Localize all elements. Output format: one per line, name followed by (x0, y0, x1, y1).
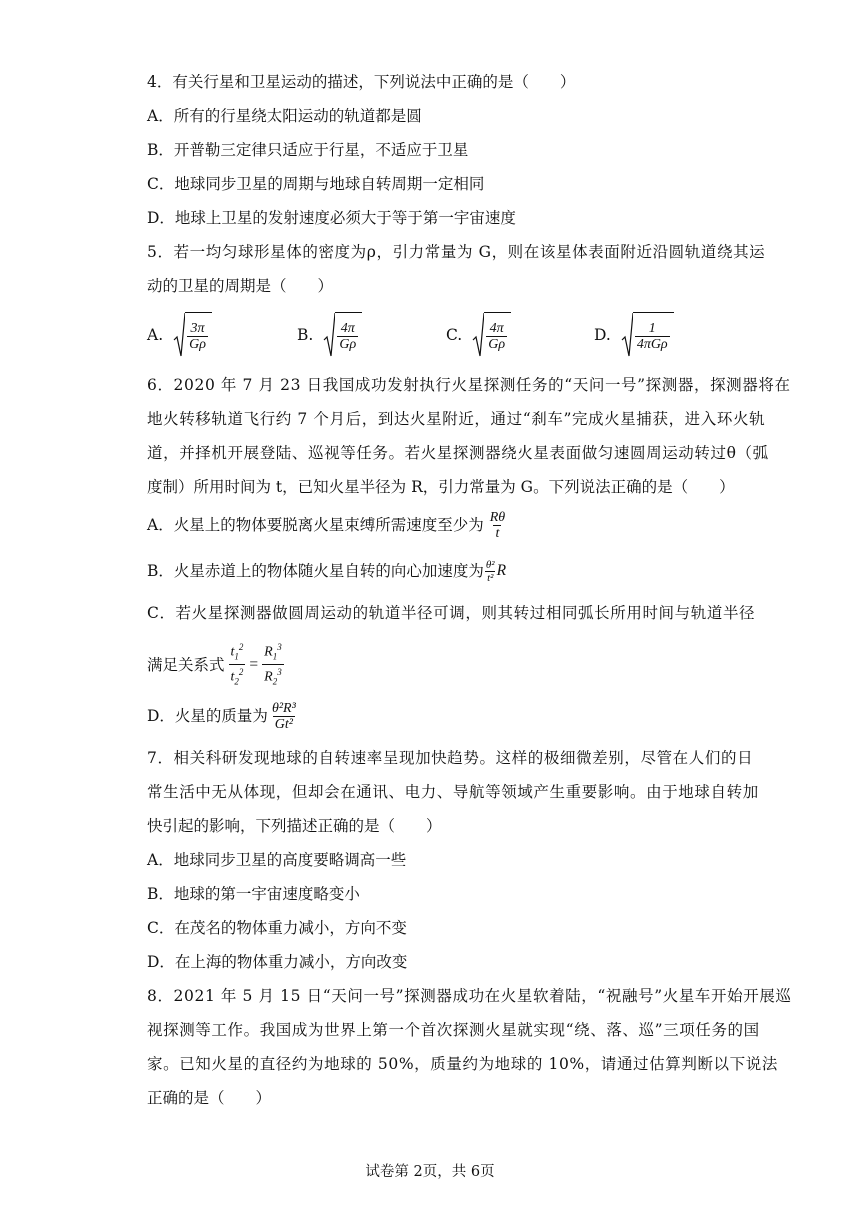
q4-option-c: C．地球同步卫星的周期与地球自转周期一定相同 (147, 175, 485, 193)
fraction-numerator: Rθ (489, 509, 506, 525)
fraction-denominator: $t_2^2$ (229, 664, 246, 689)
radical-sign-icon (323, 312, 335, 358)
q8-stem-line-2: 视探测等工作。我国成为世界上第一个首次探测火星就实现“绕、落、巡”三项任务的国 (147, 1021, 760, 1039)
fraction-numerator: 1 (648, 320, 656, 336)
sqrt-expression (472, 312, 511, 358)
option-label: C. (446, 326, 463, 344)
q6-stem-line-4: 度制）所用时间为 t，已知火星半径为 R，引力常量为 G。下列说法正确的是（ ） (147, 478, 735, 496)
fraction-denominator: Gt² (274, 716, 293, 732)
option-text: B．火星赤道上的物体随火星自转的向心加速度为 (147, 562, 484, 580)
q7-option-d: D．在上海的物体重力减小，方向改变 (147, 953, 408, 971)
q5-stem-line-2: 动的卫星的周期是（ ） (147, 277, 334, 295)
fraction-denominator: t² (487, 571, 494, 584)
q7-option-c: C．在茂名的物体重力减小，方向不变 (147, 919, 407, 937)
fraction-denominator: Gρ (189, 336, 206, 352)
q8-stem-line-4: 正确的是（ ） (147, 1089, 272, 1107)
sqrt-expression (173, 312, 212, 358)
fraction-denominator: Gρ (488, 336, 506, 352)
fraction-numerator: 3π (190, 320, 205, 336)
fraction-numerator: $R_1^3$ (264, 642, 282, 662)
radical-sign-icon (621, 312, 633, 358)
sqrt-expression (323, 312, 362, 358)
fraction-numerator: θ² (485, 558, 495, 571)
fraction-numerator: θ²R³ (271, 700, 296, 716)
page-footer: 试卷第 2页，共 6页 (365, 1164, 495, 1180)
option-text: D．火星的质量为 (147, 707, 268, 725)
radius-ratio (262, 640, 284, 690)
q6-stem-line-1: 6．2020 年 7 月 23 日我国成功发射执行火星探测任务的“天问一号”探测器，探测器将在 (147, 376, 791, 394)
option-label: D. (594, 326, 611, 344)
q5-options (147, 312, 707, 358)
q5-stem-line-1: 5．若一均匀球形星体的密度为ρ，引力常量为 G，则在该星体表面附近沿圆轨道绕其运 (147, 243, 766, 261)
fraction-denominator: $R_2^3$ (262, 664, 284, 689)
q5-option-c (446, 312, 511, 358)
radius-symbol: R (496, 562, 507, 579)
option-text: A．火星上的物体要脱离火星束缚所需速度至少为 (147, 516, 484, 534)
q8-stem-line-1: 8．2021 年 5 月 15 日“天问一号”探测器成功在火星软着陆，“祝融号”火星车开始开展巡 (147, 987, 792, 1005)
q5-option-b (297, 312, 362, 358)
q7-stem-line-2: 常生活中无从体现，但却会在通讯、电力、导航等领域产生重要影响。由于地球自转加 (147, 783, 759, 801)
equals-sign: = (249, 655, 259, 673)
sqrt-expression (621, 312, 674, 358)
q6-option-c-line-2 (147, 640, 284, 690)
fraction-denominator: Gρ (339, 336, 357, 352)
fraction-numerator: 4π (489, 320, 504, 336)
option-text: 满足关系式 (147, 655, 225, 674)
q7-stem-line-1: 7．相关科研发现地球的自转速率呈现加快趋势。这样的极细微差别，尽管在人们的日 (147, 749, 754, 767)
q4-option-a: A．所有的行星绕太阳运动的轨道都是圆 (147, 107, 422, 125)
q6-stem-line-3: 道，并择机开展登陆、巡视等任务。若火星探测器绕火星表面做匀速圆周运动转过θ（弧 (147, 444, 769, 462)
fraction-numerator: 4π (340, 320, 355, 336)
fraction-numerator: $t_1^2$ (230, 642, 244, 662)
q4-option-b: B．开普勒三定律只适应于行星，不适应于卫星 (147, 141, 469, 159)
q7-stem-line-3: 快引起的影响，下列描述正确的是（ ） (147, 817, 442, 835)
q6-stem-line-2: 地火转移轨道飞行约 7 个月后，到达火星附近，通过“刹车”完成火星捕获，进入环火轨 (147, 410, 766, 428)
q7-option-b: B．地球的第一宇宙速度略变小 (147, 885, 360, 903)
option-label: B. (297, 326, 314, 344)
q6-option-b (147, 556, 506, 586)
q4-stem: 4．有关行星和卫星运动的描述，下列说法中正确的是（ ） (147, 73, 576, 91)
radical-sign-icon (173, 312, 185, 358)
fraction-denominator: 4πGρ (636, 336, 668, 352)
q6-option-c-line-1: C．若火星探测器做圆周运动的轨道半径可调，则其转过相同弧长所用时间与轨道半径 (147, 604, 756, 622)
q6-option-d (147, 697, 298, 735)
q4-option-d: D．地球上卫星的发射速度必须大于等于第一宇宙速度 (147, 209, 516, 227)
option-label: A. (147, 326, 164, 344)
radical-sign-icon (472, 312, 484, 358)
q6-option-a (147, 508, 507, 542)
q5-option-a (147, 312, 212, 358)
q5-option-d (594, 312, 674, 358)
q8-stem-line-3: 家。已知火星的直径约为地球的 50%，质量约为地球的 10%，请通过估算判断以下说法 (147, 1055, 778, 1073)
period-ratio (229, 640, 246, 690)
fraction-denominator: t (495, 525, 500, 541)
q7-option-a: A．地球同步卫星的高度要略调高一些 (147, 851, 407, 869)
